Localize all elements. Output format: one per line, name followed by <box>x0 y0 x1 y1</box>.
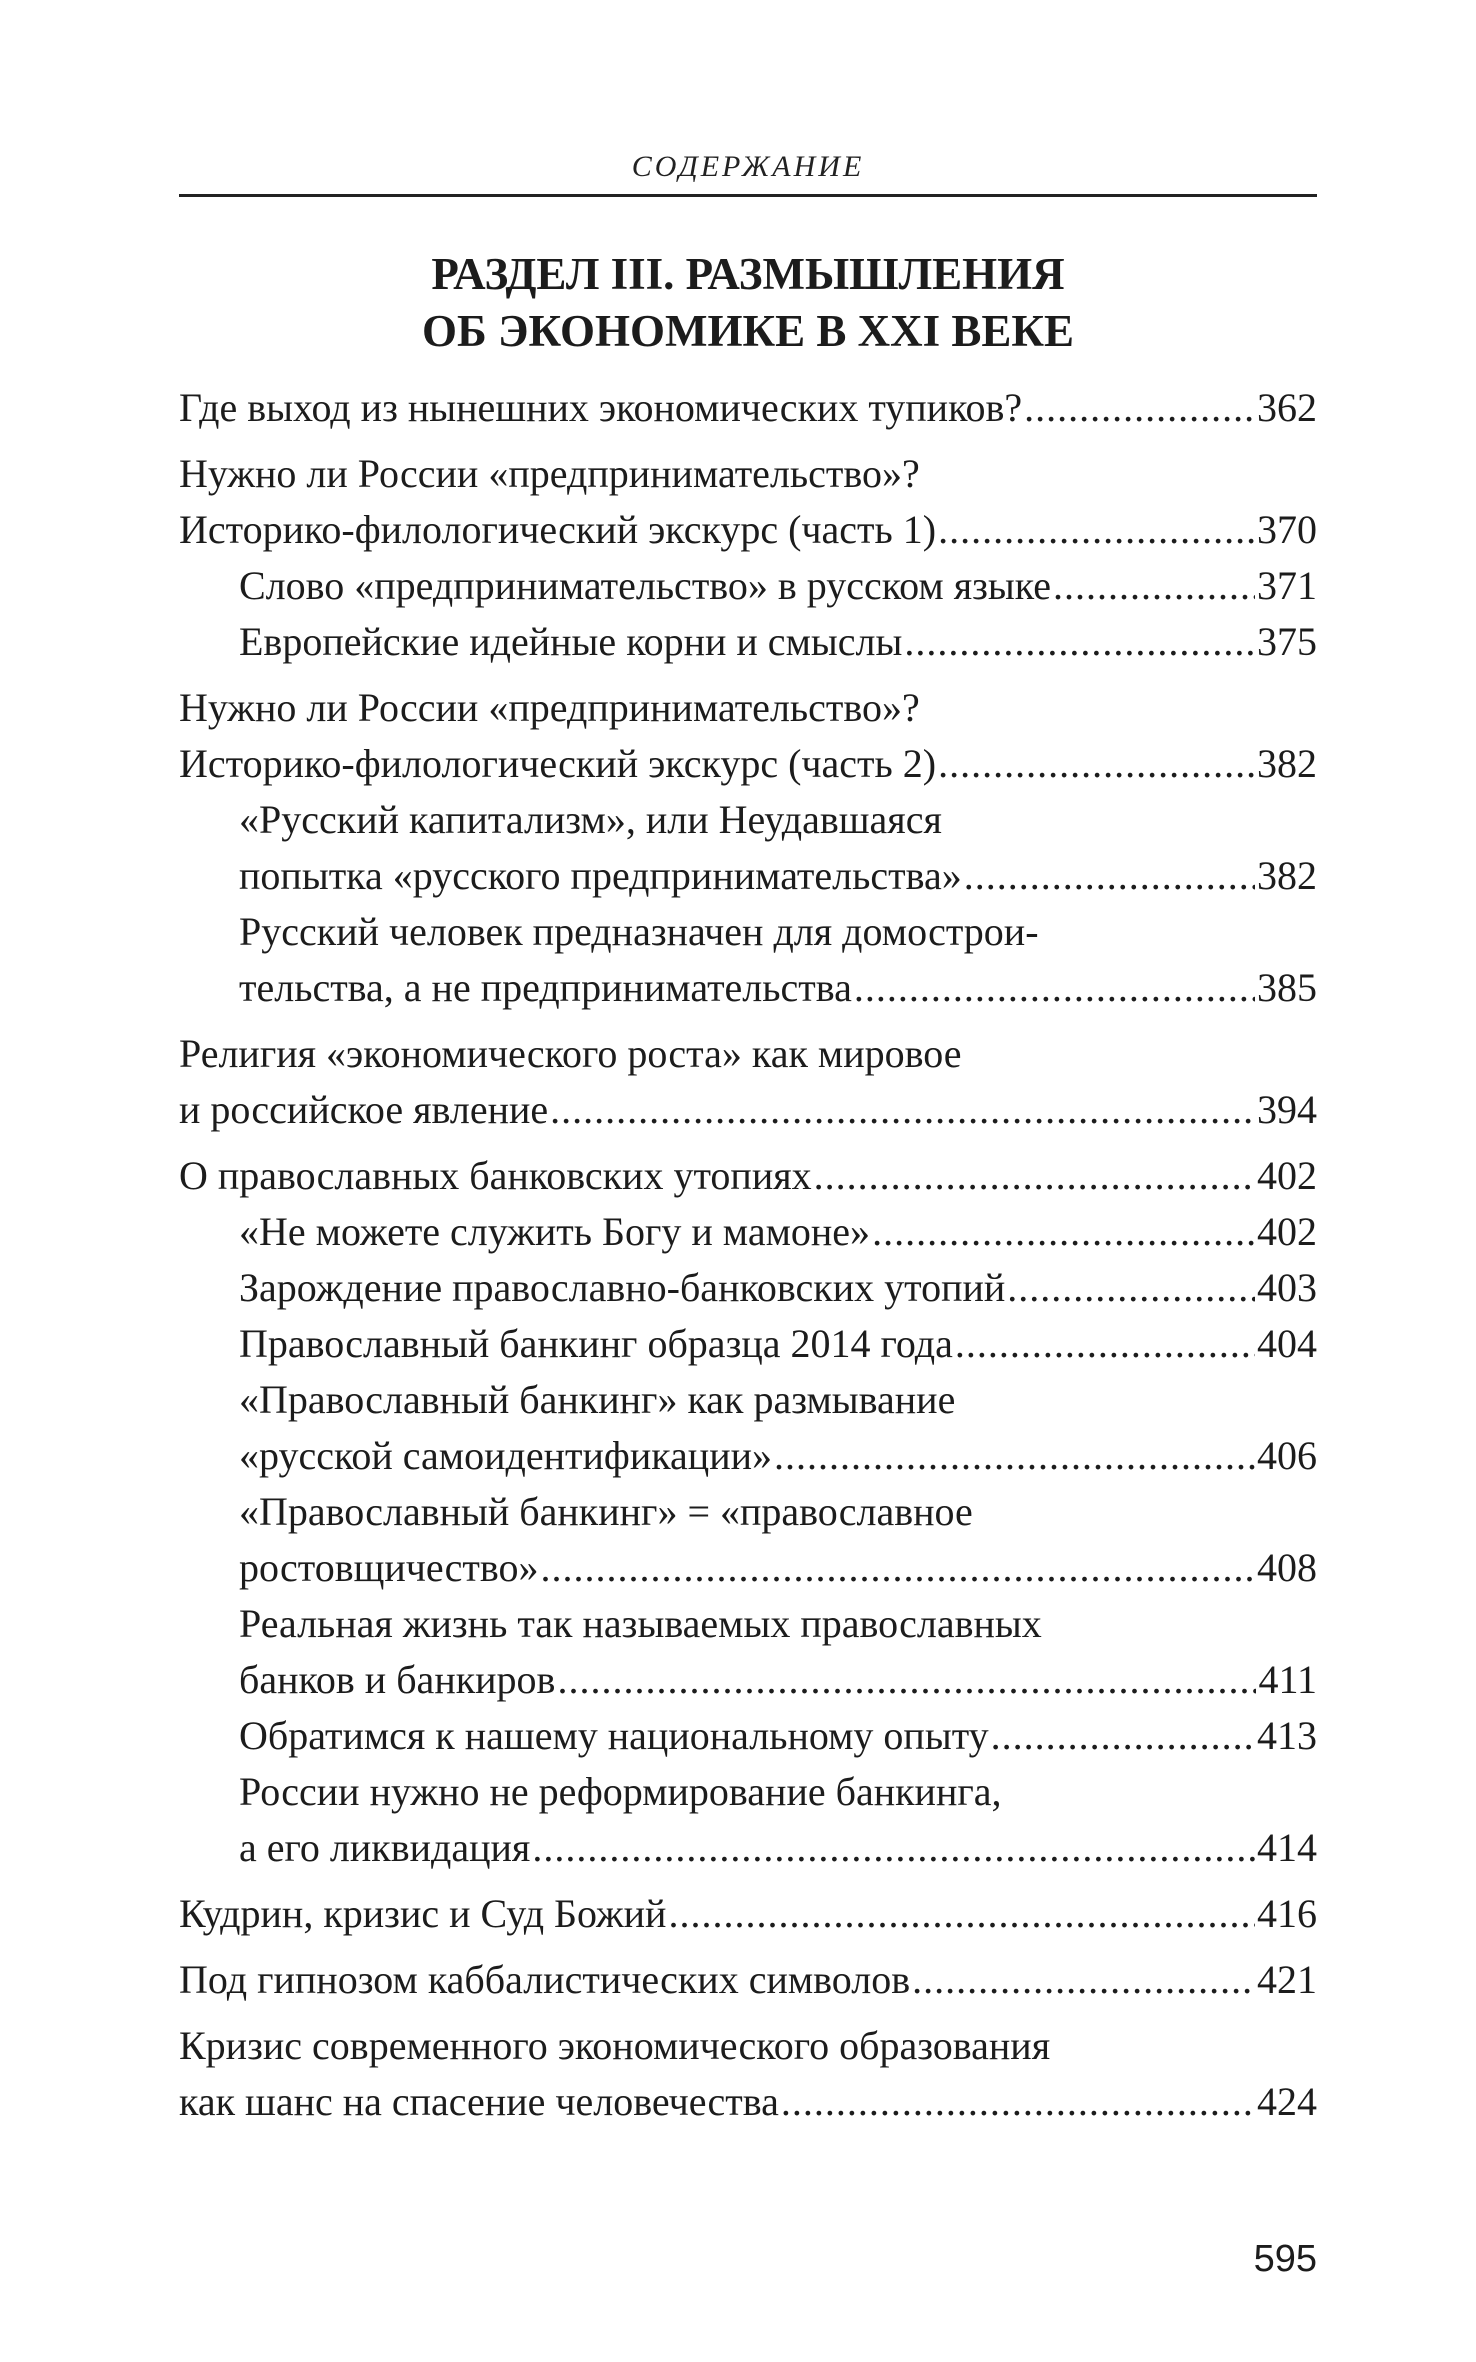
toc-entry <box>179 1148 1317 1876</box>
toc-entry <box>179 446 1317 670</box>
section-title-line-1: РАЗДЕЛ III. РАЗМЫШЛЕНИЯ <box>431 249 1065 299</box>
dot-leader <box>557 1652 1256 1708</box>
toc-line <box>179 446 1317 502</box>
toc-page-number: 382 <box>1257 741 1317 786</box>
dot-leader <box>814 1148 1255 1204</box>
toc-page-number: 385 <box>1257 965 1317 1010</box>
toc-page-number: 404 <box>1257 1321 1317 1366</box>
toc-entry-title: как шанс на спасение человечества <box>179 2079 779 2124</box>
toc-subentry <box>179 1484 1317 1540</box>
toc-subentry-title: банков и банкиров <box>239 1657 556 1702</box>
toc-subentry <box>179 1372 1317 1428</box>
dot-leader <box>550 1082 1255 1138</box>
toc-entry <box>179 380 1317 436</box>
toc-subentry <box>179 1764 1317 1820</box>
toc-subentry-title: «Православный банкинг» как размывание <box>239 1377 956 1422</box>
toc-page-number: 394 <box>1257 1087 1317 1132</box>
toc-page-number: 362 <box>1257 385 1317 430</box>
toc-line <box>179 680 1317 736</box>
toc-line[interactable] <box>179 2074 1317 2130</box>
toc-subentry-title: Европейские идейные корни и смыслы <box>239 619 903 664</box>
section-title-line-2: ОБ ЭКОНОМИКЕ В XXI ВЕКЕ <box>421 306 1075 356</box>
dot-leader <box>938 502 1255 558</box>
toc-page-number: 382 <box>1257 853 1317 898</box>
toc-subentry[interactable] <box>179 1820 1317 1876</box>
toc-entry-title: Историко-филологический экскурс (часть 2) <box>179 741 937 786</box>
toc-line[interactable] <box>179 1148 1317 1204</box>
toc-page-number: 414 <box>1257 1825 1317 1870</box>
page-number: 595 <box>1253 2238 1317 2280</box>
toc-subentry-title: а его ликвидация <box>239 1825 531 1870</box>
toc-entry-title: и российское явление <box>179 1087 549 1132</box>
toc-subentry-title: «русской самоидентификации» <box>239 1433 773 1478</box>
toc-page-number: 413 <box>1257 1713 1317 1758</box>
dot-leader <box>991 1708 1255 1764</box>
toc-subentry <box>179 1596 1317 1652</box>
dot-leader <box>1053 558 1255 614</box>
dot-leader <box>854 960 1255 1016</box>
toc-subentry-title: Зарождение православно-банковских утопий <box>239 1265 1006 1310</box>
toc-page-number: 416 <box>1257 1891 1317 1936</box>
toc-subentry[interactable] <box>179 1540 1317 1596</box>
toc-subentry[interactable] <box>179 1708 1317 1764</box>
toc-subentry-title: Реальная жизнь так называемых православных <box>239 1601 1042 1646</box>
toc-page-number: 421 <box>1257 1957 1317 2002</box>
toc-line <box>179 1026 1317 1082</box>
toc-subentry[interactable] <box>179 1260 1317 1316</box>
toc-line[interactable] <box>179 1082 1317 1138</box>
dot-leader <box>541 1540 1255 1596</box>
dot-leader <box>912 1952 1255 2008</box>
toc-subentry <box>179 792 1317 848</box>
toc-subentry-title: Православный банкинг образца 2014 года <box>239 1321 953 1366</box>
toc-subentry[interactable] <box>179 1204 1317 1260</box>
toc-entry-title: Религия «экономического роста» как мировое <box>179 1031 962 1076</box>
toc-subentry-title: Слово «предпринимательство» в русском языке <box>239 563 1051 608</box>
toc-line[interactable] <box>179 502 1317 558</box>
toc-line[interactable] <box>179 1886 1317 1942</box>
toc-entry-title: Кудрин, кризис и Суд Божий <box>179 1891 667 1936</box>
toc-subentry[interactable] <box>179 614 1317 670</box>
toc-subentry[interactable] <box>179 848 1317 904</box>
toc-entry-title: Под гипнозом каббалистических символов <box>179 1957 911 2002</box>
toc-subentry-title: тельства, а не предпринимательства <box>239 965 852 1010</box>
toc-entry <box>179 1026 1317 1138</box>
dot-leader <box>774 1428 1255 1484</box>
toc-page-number: 408 <box>1257 1545 1317 1590</box>
toc-subentry-title: попытка «русского предпринимательства» <box>239 853 962 898</box>
toc-line[interactable] <box>179 736 1317 792</box>
toc-subentry[interactable] <box>179 1652 1317 1708</box>
dot-leader <box>781 2074 1255 2130</box>
header-rule <box>179 194 1317 197</box>
dot-leader <box>955 1316 1255 1372</box>
dot-leader <box>1007 1260 1255 1316</box>
toc-page-number: 424 <box>1257 2079 1317 2124</box>
toc-subentry-title: России нужно не реформирование банкинга, <box>239 1769 1002 1814</box>
toc-line <box>179 2018 1317 2074</box>
toc-subentry-title: Русский человек предназначен для домострои- <box>239 909 1039 954</box>
toc-entry-title: О православных банковских утопиях <box>179 1153 812 1198</box>
toc-entry-title: Кризис современного экономического образования <box>179 2023 1051 2068</box>
dot-leader <box>1024 380 1255 436</box>
toc-subentry-title: «Русский капитализм», или Неудавшаяся <box>239 797 942 842</box>
toc-entry-title: Историко-филологический экскурс (часть 1) <box>179 507 937 552</box>
running-head: СОДЕРЖАНИЕ <box>631 150 865 183</box>
toc-subentry-title: «Не можете служить Богу и мамоне» <box>239 1209 871 1254</box>
toc-entry <box>179 680 1317 1016</box>
toc-page-number: 402 <box>1257 1209 1317 1254</box>
toc-entry <box>179 2018 1317 2130</box>
dot-leader <box>964 848 1255 904</box>
toc-page-number: 406 <box>1257 1433 1317 1478</box>
toc-subentry[interactable] <box>179 558 1317 614</box>
dot-leader <box>532 1820 1255 1876</box>
toc-page-number: 371 <box>1257 563 1317 608</box>
toc-page-number: 411 <box>1258 1657 1317 1702</box>
toc-page-number: 402 <box>1257 1153 1317 1198</box>
table-of-contents <box>179 380 1317 2140</box>
toc-entry-title: Нужно ли России «предпринимательство»? <box>179 451 920 496</box>
toc-line[interactable] <box>179 1952 1317 2008</box>
toc-entry-title: Нужно ли России «предпринимательство»? <box>179 685 920 730</box>
toc-subentry-title: Обратимся к нашему национальному опыту <box>239 1713 989 1758</box>
dot-leader <box>904 614 1255 670</box>
toc-page-number: 403 <box>1257 1265 1317 1310</box>
toc-entry <box>179 1952 1317 2008</box>
dot-leader <box>668 1886 1255 1942</box>
toc-page-number: 375 <box>1257 619 1317 664</box>
toc-page-number: 370 <box>1257 507 1317 552</box>
toc-subentry[interactable] <box>179 1428 1317 1484</box>
toc-subentry <box>179 904 1317 960</box>
toc-subentry[interactable] <box>179 960 1317 1016</box>
toc-subentry[interactable] <box>179 1316 1317 1372</box>
toc-subentry-title: «Православный банкинг» = «православное <box>239 1489 973 1534</box>
toc-entry <box>179 1886 1317 1942</box>
dot-leader <box>938 736 1255 792</box>
toc-line[interactable] <box>179 380 1317 436</box>
toc-subentry-title: ростовщичество» <box>239 1545 539 1590</box>
dot-leader <box>872 1204 1255 1260</box>
toc-entry-title: Где выход из нынешних экономических тупиков? <box>179 385 1023 430</box>
section-title <box>179 246 1317 360</box>
